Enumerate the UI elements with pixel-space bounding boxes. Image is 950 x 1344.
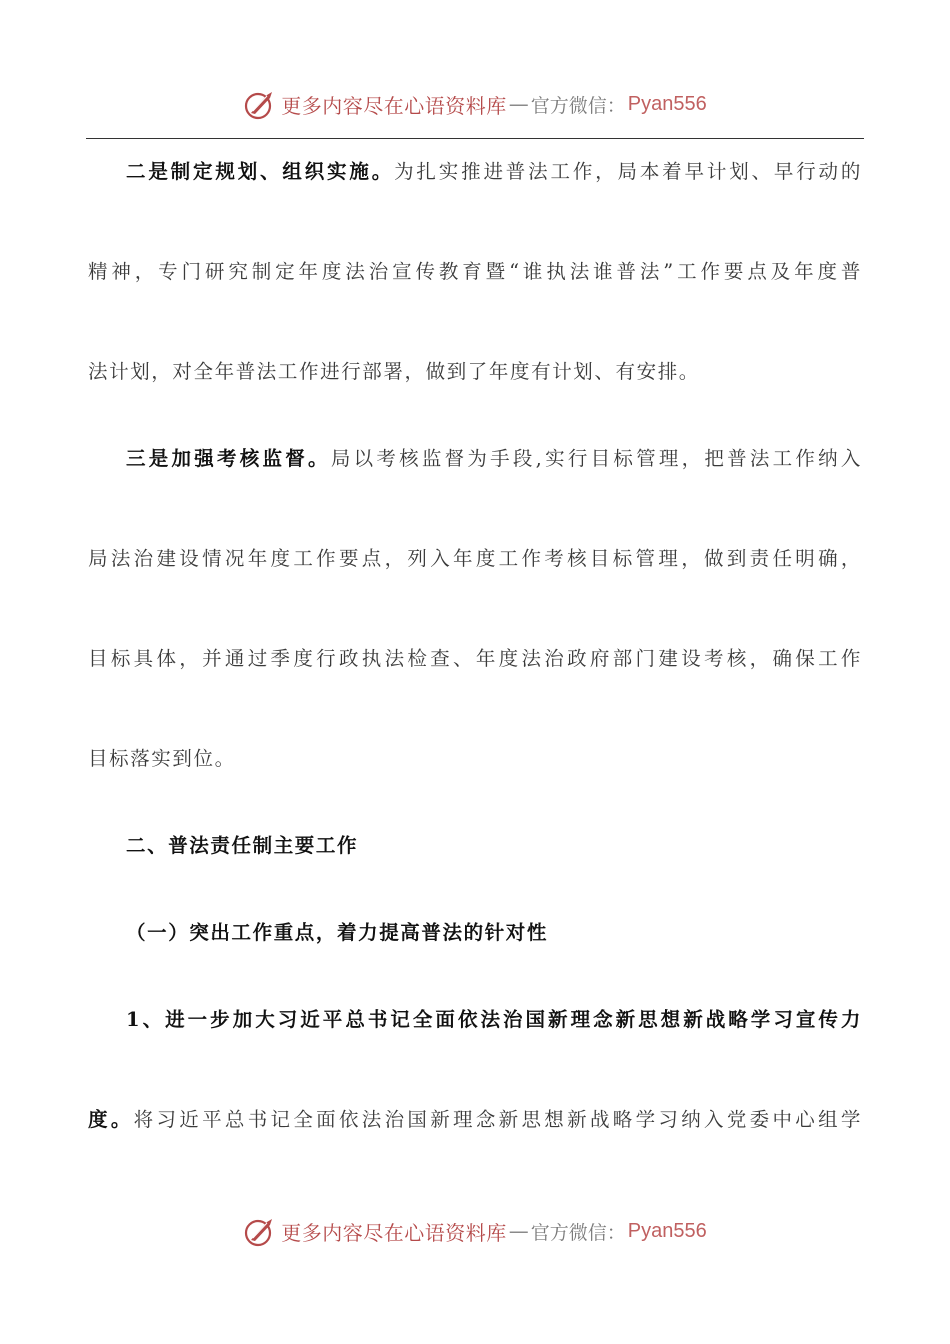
paragraph-line: 三是加强考核监督。局以考核监督为手段,实行目标管理，把普法工作纳入	[126, 447, 862, 470]
paragraph-line: 精神，专门研究制定年度法治宣传教育暨“谁执法谁普法”工作要点及年度普	[88, 260, 862, 283]
footer-wechat-id: Pyan556	[627, 1219, 707, 1242]
paragraph-lead: 三是加强考核监督。	[126, 447, 331, 470]
section-heading: 二、普法责任制主要工作	[126, 834, 359, 857]
paragraph-line: 目标落实到位。	[88, 747, 236, 770]
header-site-text: 更多内容尽在心语资料库	[281, 93, 507, 118]
paragraph-line: 度。将习近平总书记全面依法治国新理念新思想新战略学习纳入党委中心组学	[88, 1108, 862, 1131]
paragraph-line: 目标具体，并通过季度行政执法检查、年度法治政府部门建设考核，确保工作	[88, 647, 862, 670]
paragraph-lead: 二是制定规划、组织实施。	[126, 160, 395, 183]
footer-banner	[0, 1211, 950, 1251]
subsection-heading: （一）突出工作重点，着力提高普法的针对性	[126, 921, 549, 944]
header-separator: —	[508, 92, 529, 116]
header-banner	[0, 84, 950, 124]
header-wechat-label: 官方微信：	[530, 94, 626, 117]
paragraph-line: 二是制定规划、组织实施。为扎实推进普法工作，局本着早计划、早行动的	[126, 160, 862, 183]
header-wechat-id: Pyan556	[627, 92, 707, 115]
document-body	[88, 148, 862, 1196]
paragraph-line: 1、进一步加大习近平总书记全面依法治国新理念新思想新战略学习宣传力	[126, 1008, 862, 1031]
pen-nib-circle-icon	[243, 1214, 277, 1248]
pen-nib-circle-icon	[243, 87, 277, 121]
paragraph-line: 法计划，对全年普法工作进行部署，做到了年度有计划、有安排。	[88, 360, 700, 383]
footer-wechat-label: 官方微信：	[530, 1221, 626, 1244]
header-divider	[86, 138, 864, 139]
paragraph-line: 局法治建设情况年度工作要点，列入年度工作考核目标管理，做到责任明确，	[88, 547, 862, 570]
footer-site-text: 更多内容尽在心语资料库	[281, 1220, 507, 1245]
footer-separator: —	[508, 1219, 529, 1243]
